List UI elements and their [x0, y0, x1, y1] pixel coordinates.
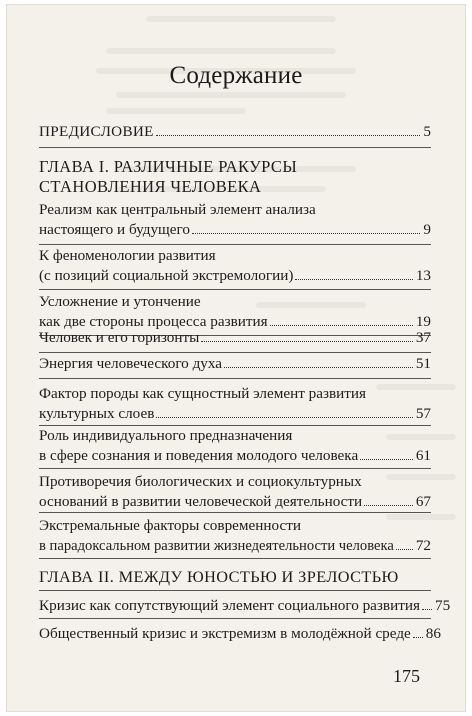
toc-entry-line: Реализм как центральный элемент анализа [39, 201, 316, 218]
separator [39, 512, 431, 513]
dot-leader [201, 341, 412, 342]
toc-entry-line: (с позиций социальной экстремологии) [39, 267, 294, 284]
separator [39, 618, 431, 619]
dot-leader [396, 549, 413, 550]
toc-entry-page: 75 [434, 597, 451, 614]
toc-entry-line: Кризис как сопутствующий элемент социального развития [39, 597, 420, 614]
toc-entry-line: в парадоксальном развитии жизнедеятельности человека [39, 538, 394, 554]
toc-entry-line: культурных слоев [39, 405, 155, 422]
dot-leader [270, 325, 413, 326]
toc-entry-line: как две стороны процесса развития [39, 313, 268, 330]
toc-entry-preface[interactable] [39, 122, 431, 142]
separator [39, 590, 431, 591]
toc-entry-page: 37 [415, 329, 431, 346]
toc-entry-line: Человек и его горизонты [39, 329, 200, 346]
page-number: 175 [393, 666, 420, 686]
book-page [6, 4, 466, 712]
toc-entry-page: 9 [423, 221, 431, 238]
toc-entry[interactable] [39, 200, 431, 240]
toc-entry[interactable] [39, 354, 431, 374]
toc-entry-page: 51 [415, 355, 431, 372]
toc-entry[interactable] [39, 292, 431, 332]
toc-entry[interactable] [39, 624, 441, 644]
dot-leader [156, 135, 421, 136]
toc-entry-page: 13 [415, 267, 431, 284]
dot-leader [422, 609, 432, 610]
toc-entry[interactable] [39, 596, 451, 616]
toc-entry[interactable] [39, 246, 431, 286]
chapter-1-line-2: СТАНОВЛЕНИЯ ЧЕЛОВЕКА [39, 177, 262, 196]
toc-entry[interactable] [39, 384, 431, 424]
toc-entry-line: Экстремальные факторы современности [39, 517, 301, 534]
dot-leader [156, 417, 412, 418]
toc-entry-page: 57 [415, 405, 431, 422]
toc-entry-label: ПРЕДИСЛОВИЕ [39, 123, 154, 140]
toc-entry-line: Общественный кризис и экстремизм в молодёжной среде [39, 625, 411, 642]
toc-entry-line: оснований в развитии человеческой деятельности [39, 493, 363, 510]
separator [39, 378, 431, 379]
separator [39, 468, 431, 469]
toc-entry-page: 67 [415, 493, 431, 510]
toc-entry-page: 86 [425, 625, 441, 642]
toc-entry-line: Роль индивидуального предназначения [39, 427, 293, 444]
chapter-1-heading[interactable] [39, 157, 431, 197]
separator [39, 289, 431, 290]
chapter-2-title: ГЛАВА II. МЕЖДУ ЮНОСТЬЮ И ЗРЕЛОСТЬЮ [39, 567, 399, 586]
toc-entry-page: 61 [415, 447, 431, 464]
toc-entry-page: 5 [423, 123, 431, 140]
toc-entry-page: 72 [415, 537, 431, 554]
toc-entry-line: в сфере сознания и поведения молодого человека [39, 447, 359, 464]
toc-entry-page: 19 [415, 313, 431, 330]
chapter-1-line-1: ГЛАВА I. РАЗЛИЧНЫЕ РАКУРСЫ [39, 157, 298, 176]
page-title: Содержание [169, 62, 303, 89]
dot-leader [360, 459, 413, 460]
separator [39, 352, 431, 353]
toc-entry-line: Усложнение и утончение [39, 293, 201, 310]
dot-leader [364, 505, 413, 506]
chapter-2-heading[interactable] [39, 567, 431, 587]
toc-entry-line: Энергия человеческого духа [39, 355, 223, 372]
toc-entry-line: настоящего и будущего [39, 221, 190, 238]
separator [39, 147, 431, 148]
toc-entry[interactable] [39, 328, 431, 348]
dot-leader [224, 367, 413, 368]
toc-entry[interactable] [39, 472, 431, 512]
toc-entry-line: Противоречия биологических и социокультурных [39, 473, 362, 490]
separator [39, 244, 431, 245]
toc-entry-line: К феноменологии развития [39, 247, 216, 264]
toc-entry-line: Фактор породы как сущностный элемент развития [39, 385, 367, 402]
toc-entry[interactable] [39, 426, 431, 466]
toc-entry[interactable] [39, 516, 431, 556]
dot-leader [295, 279, 412, 280]
dot-leader [192, 233, 420, 234]
dot-leader [413, 637, 423, 638]
separator [39, 558, 431, 559]
